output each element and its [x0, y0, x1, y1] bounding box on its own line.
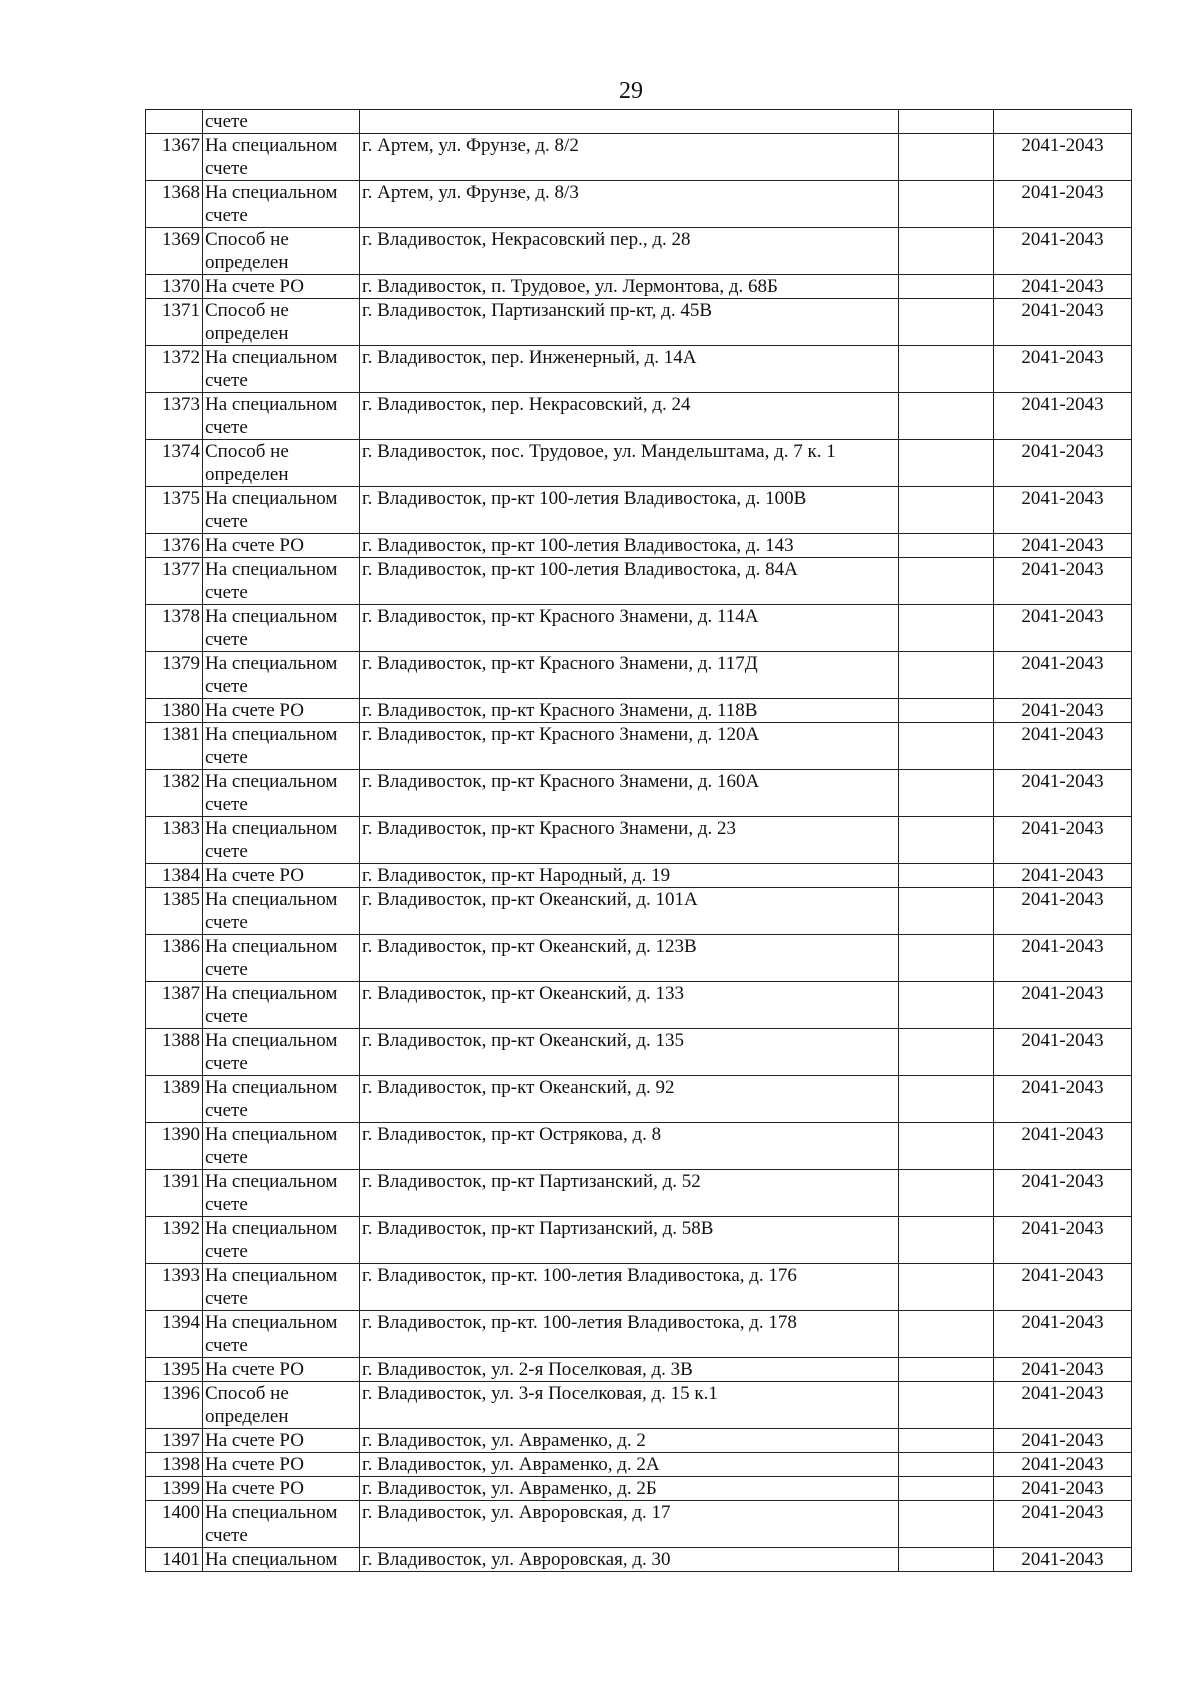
row-number-cell: 1382: [146, 770, 203, 817]
method-cell: На специальном счете: [203, 817, 360, 864]
period-cell: 2041-2043: [994, 605, 1132, 652]
blank-cell: [899, 1123, 994, 1170]
table-row: [146, 982, 1132, 1029]
row-number-cell: 1372: [146, 346, 203, 393]
method-cell: На счете РО: [203, 534, 360, 558]
table-row: [146, 181, 1132, 228]
blank-cell: [899, 652, 994, 699]
method-cell: На счете РО: [203, 1429, 360, 1453]
table-row: [146, 888, 1132, 935]
method-cell: На специальном счете: [203, 487, 360, 534]
period-cell: 2041-2043: [994, 1453, 1132, 1477]
method-cell: На специальном счете: [203, 134, 360, 181]
period-cell: 2041-2043: [994, 699, 1132, 723]
row-number-cell: 1386: [146, 935, 203, 982]
method-cell: На специальном счете: [203, 1029, 360, 1076]
row-number-cell: 1378: [146, 605, 203, 652]
period-cell: 2041-2043: [994, 134, 1132, 181]
period-cell: [994, 110, 1132, 134]
method-cell: На специальном счете: [203, 1217, 360, 1264]
row-number-cell: 1394: [146, 1311, 203, 1358]
period-cell: 2041-2043: [994, 1311, 1132, 1358]
method-cell: На специальном счете: [203, 393, 360, 440]
address-cell: г. Владивосток, пр-кт Красного Знамени, д. 114А: [360, 605, 899, 652]
row-number-cell: 1380: [146, 699, 203, 723]
row-number-cell: 1371: [146, 299, 203, 346]
method-cell: На специальном счете: [203, 1123, 360, 1170]
method-cell: На специальном счете: [203, 888, 360, 935]
period-cell: 2041-2043: [994, 723, 1132, 770]
continuation-row: [146, 110, 1132, 134]
table-row: [146, 817, 1132, 864]
blank-cell: [899, 1548, 994, 1572]
address-cell: г. Владивосток, ул. Авраменко, д. 2А: [360, 1453, 899, 1477]
address-cell: г. Владивосток, пр-кт Партизанский, д. 58В: [360, 1217, 899, 1264]
period-cell: 2041-2043: [994, 1170, 1132, 1217]
period-cell: 2041-2043: [994, 1501, 1132, 1548]
address-cell: г. Владивосток, пер. Инженерный, д. 14А: [360, 346, 899, 393]
table-row: [146, 1358, 1132, 1382]
period-cell: 2041-2043: [994, 770, 1132, 817]
blank-cell: [899, 228, 994, 275]
address-cell: г. Владивосток, Партизанский пр-кт, д. 45В: [360, 299, 899, 346]
blank-cell: [899, 982, 994, 1029]
blank-cell: [899, 605, 994, 652]
method-cell: На специальном счете: [203, 652, 360, 699]
blank-cell: [899, 864, 994, 888]
address-cell: г. Владивосток, пр-кт Красного Знамени, д. 118В: [360, 699, 899, 723]
row-number-cell: [146, 110, 203, 134]
method-cell: Способ не определен: [203, 1382, 360, 1429]
method-cell: счете: [203, 110, 360, 134]
address-cell: г. Владивосток, ул. Авроровская, д. 17: [360, 1501, 899, 1548]
method-cell: На специальном счете: [203, 935, 360, 982]
row-number-cell: 1398: [146, 1453, 203, 1477]
period-cell: 2041-2043: [994, 1477, 1132, 1501]
blank-cell: [899, 699, 994, 723]
row-number-cell: 1392: [146, 1217, 203, 1264]
address-cell: г. Владивосток, ул. Авраменко, д. 2Б: [360, 1477, 899, 1501]
blank-cell: [899, 1217, 994, 1264]
table-row: [146, 228, 1132, 275]
table-row: [146, 770, 1132, 817]
address-cell: г. Владивосток, пр-кт 100-летия Владивостока, д. 100В: [360, 487, 899, 534]
row-number-cell: 1384: [146, 864, 203, 888]
table-row: [146, 1477, 1132, 1501]
row-number-cell: 1396: [146, 1382, 203, 1429]
blank-cell: [899, 1382, 994, 1429]
period-cell: 2041-2043: [994, 888, 1132, 935]
address-cell: г. Владивосток, пр-кт Народный, д. 19: [360, 864, 899, 888]
row-number-cell: 1377: [146, 558, 203, 605]
address-cell: г. Владивосток, пр-кт. 100-летия Владивостока, д. 176: [360, 1264, 899, 1311]
address-cell: г. Владивосток, пр-кт Океанский, д. 135: [360, 1029, 899, 1076]
period-cell: 2041-2043: [994, 1264, 1132, 1311]
row-number-cell: 1395: [146, 1358, 203, 1382]
method-cell: На специальном счете: [203, 346, 360, 393]
address-cell: г. Владивосток, пр-кт. 100-летия Владивостока, д. 178: [360, 1311, 899, 1358]
address-cell: г. Владивосток, пр-кт 100-летия Владивостока, д. 143: [360, 534, 899, 558]
blank-cell: [899, 110, 994, 134]
method-cell: На счете РО: [203, 1477, 360, 1501]
method-cell: На счете РО: [203, 1358, 360, 1382]
row-number-cell: 1374: [146, 440, 203, 487]
period-cell: 2041-2043: [994, 1076, 1132, 1123]
address-cell: г. Владивосток, пр-кт Красного Знамени, д. 23: [360, 817, 899, 864]
row-number-cell: 1375: [146, 487, 203, 534]
address-cell: [360, 110, 899, 134]
address-cell: г. Владивосток, ул. Авроровская, д. 30: [360, 1548, 899, 1572]
period-cell: 2041-2043: [994, 1382, 1132, 1429]
blank-cell: [899, 393, 994, 440]
table-row: [146, 1382, 1132, 1429]
table-row: [146, 1217, 1132, 1264]
blank-cell: [899, 935, 994, 982]
table-row: [146, 1264, 1132, 1311]
blank-cell: [899, 1264, 994, 1311]
blank-cell: [899, 558, 994, 605]
method-cell: На специальном счете: [203, 770, 360, 817]
period-cell: 2041-2043: [994, 393, 1132, 440]
method-cell: На специальном счете: [203, 982, 360, 1029]
address-cell: г. Владивосток, пр-кт Красного Знамени, д. 117Д: [360, 652, 899, 699]
address-cell: г. Владивосток, ул. Авраменко, д. 2: [360, 1429, 899, 1453]
blank-cell: [899, 299, 994, 346]
table-row: [146, 487, 1132, 534]
period-cell: 2041-2043: [994, 558, 1132, 605]
blank-cell: [899, 1501, 994, 1548]
table-row: [146, 534, 1132, 558]
row-number-cell: 1401: [146, 1548, 203, 1572]
table-row: [146, 1311, 1132, 1358]
table-row: [146, 1170, 1132, 1217]
table-row: [146, 1029, 1132, 1076]
period-cell: 2041-2043: [994, 864, 1132, 888]
period-cell: 2041-2043: [994, 487, 1132, 534]
row-number-cell: 1397: [146, 1429, 203, 1453]
table-row: [146, 1548, 1132, 1572]
table-row: [146, 346, 1132, 393]
method-cell: На специальном счете: [203, 1264, 360, 1311]
table-row: [146, 558, 1132, 605]
table-row: [146, 275, 1132, 299]
address-cell: г. Владивосток, ул. 2-я Поселковая, д. 3В: [360, 1358, 899, 1382]
blank-cell: [899, 487, 994, 534]
row-number-cell: 1367: [146, 134, 203, 181]
blank-cell: [899, 275, 994, 299]
period-cell: 2041-2043: [994, 1217, 1132, 1264]
blank-cell: [899, 346, 994, 393]
address-cell: г. Артем, ул. Фрунзе, д. 8/2: [360, 134, 899, 181]
table-row: [146, 1123, 1132, 1170]
blank-cell: [899, 817, 994, 864]
period-cell: 2041-2043: [994, 982, 1132, 1029]
address-cell: г. Владивосток, Некрасовский пер., д. 28: [360, 228, 899, 275]
table-row: [146, 1453, 1132, 1477]
method-cell: На специальном счете: [203, 1311, 360, 1358]
method-cell: На специальном счете: [203, 1501, 360, 1548]
method-cell: На счете РО: [203, 275, 360, 299]
address-cell: г. Владивосток, пр-кт Океанский, д. 123В: [360, 935, 899, 982]
table-row: [146, 723, 1132, 770]
method-cell: На специальном счете: [203, 181, 360, 228]
blank-cell: [899, 770, 994, 817]
blank-cell: [899, 134, 994, 181]
period-cell: 2041-2043: [994, 1123, 1132, 1170]
table-row: [146, 652, 1132, 699]
table-row: [146, 605, 1132, 652]
blank-cell: [899, 1358, 994, 1382]
blank-cell: [899, 1076, 994, 1123]
address-cell: г. Владивосток, пр-кт Острякова, д. 8: [360, 1123, 899, 1170]
address-cell: г. Владивосток, пос. Трудовое, ул. Мандельштама, д. 7 к. 1: [360, 440, 899, 487]
table-row: [146, 1429, 1132, 1453]
method-cell: Способ не определен: [203, 228, 360, 275]
row-number-cell: 1400: [146, 1501, 203, 1548]
address-cell: г. Владивосток, пер. Некрасовский, д. 24: [360, 393, 899, 440]
row-number-cell: 1391: [146, 1170, 203, 1217]
blank-cell: [899, 1029, 994, 1076]
row-number-cell: 1390: [146, 1123, 203, 1170]
method-cell: На специальном счете: [203, 558, 360, 605]
method-cell: На специальном счете: [203, 1076, 360, 1123]
method-cell: На специальном: [203, 1548, 360, 1572]
table-row: [146, 1076, 1132, 1123]
row-number-cell: 1389: [146, 1076, 203, 1123]
period-cell: 2041-2043: [994, 346, 1132, 393]
address-cell: г. Владивосток, пр-кт Океанский, д. 101А: [360, 888, 899, 935]
row-number-cell: 1385: [146, 888, 203, 935]
row-number-cell: 1379: [146, 652, 203, 699]
period-cell: 2041-2043: [994, 181, 1132, 228]
period-cell: 2041-2043: [994, 299, 1132, 346]
blank-cell: [899, 888, 994, 935]
row-number-cell: 1381: [146, 723, 203, 770]
blank-cell: [899, 440, 994, 487]
period-cell: 2041-2043: [994, 1029, 1132, 1076]
period-cell: 2041-2043: [994, 817, 1132, 864]
method-cell: На счете РО: [203, 864, 360, 888]
table-row: [146, 699, 1132, 723]
row-number-cell: 1369: [146, 228, 203, 275]
address-cell: г. Владивосток, пр-кт Красного Знамени, д. 120А: [360, 723, 899, 770]
table-row: [146, 1501, 1132, 1548]
period-cell: 2041-2043: [994, 275, 1132, 299]
blank-cell: [899, 1170, 994, 1217]
registry-table: [145, 109, 1132, 1572]
period-cell: 2041-2043: [994, 1429, 1132, 1453]
address-cell: г. Владивосток, пр-кт Партизанский, д. 52: [360, 1170, 899, 1217]
table-row: [146, 864, 1132, 888]
method-cell: На специальном счете: [203, 605, 360, 652]
method-cell: На счете РО: [203, 699, 360, 723]
period-cell: 2041-2043: [994, 935, 1132, 982]
period-cell: 2041-2043: [994, 534, 1132, 558]
table-row: [146, 935, 1132, 982]
blank-cell: [899, 1453, 994, 1477]
page-number: 29: [619, 78, 643, 104]
table-row: [146, 440, 1132, 487]
blank-cell: [899, 1311, 994, 1358]
period-cell: 2041-2043: [994, 440, 1132, 487]
method-cell: На счете РО: [203, 1453, 360, 1477]
address-cell: г. Владивосток, пр-кт Океанский, д. 92: [360, 1076, 899, 1123]
row-number-cell: 1376: [146, 534, 203, 558]
blank-cell: [899, 181, 994, 228]
period-cell: 2041-2043: [994, 228, 1132, 275]
period-cell: 2041-2043: [994, 652, 1132, 699]
row-number-cell: 1399: [146, 1477, 203, 1501]
table-row: [146, 393, 1132, 440]
row-number-cell: 1368: [146, 181, 203, 228]
row-number-cell: 1373: [146, 393, 203, 440]
row-number-cell: 1387: [146, 982, 203, 1029]
table-row: [146, 134, 1132, 181]
row-number-cell: 1393: [146, 1264, 203, 1311]
method-cell: На специальном счете: [203, 1170, 360, 1217]
address-cell: г. Владивосток, п. Трудовое, ул. Лермонтова, д. 68Б: [360, 275, 899, 299]
blank-cell: [899, 1429, 994, 1453]
address-cell: г. Владивосток, ул. 3-я Поселковая, д. 15 к.1: [360, 1382, 899, 1429]
row-number-cell: 1388: [146, 1029, 203, 1076]
row-number-cell: 1370: [146, 275, 203, 299]
blank-cell: [899, 1477, 994, 1501]
address-cell: г. Владивосток, пр-кт Океанский, д. 133: [360, 982, 899, 1029]
period-cell: 2041-2043: [994, 1358, 1132, 1382]
method-cell: Способ не определен: [203, 299, 360, 346]
table-row: [146, 299, 1132, 346]
address-cell: г. Владивосток, пр-кт Красного Знамени, д. 160А: [360, 770, 899, 817]
method-cell: На специальном счете: [203, 723, 360, 770]
row-number-cell: 1383: [146, 817, 203, 864]
address-cell: г. Владивосток, пр-кт 100-летия Владивостока, д. 84А: [360, 558, 899, 605]
blank-cell: [899, 723, 994, 770]
method-cell: Способ не определен: [203, 440, 360, 487]
period-cell: 2041-2043: [994, 1548, 1132, 1572]
address-cell: г. Артем, ул. Фрунзе, д. 8/3: [360, 181, 899, 228]
blank-cell: [899, 534, 994, 558]
